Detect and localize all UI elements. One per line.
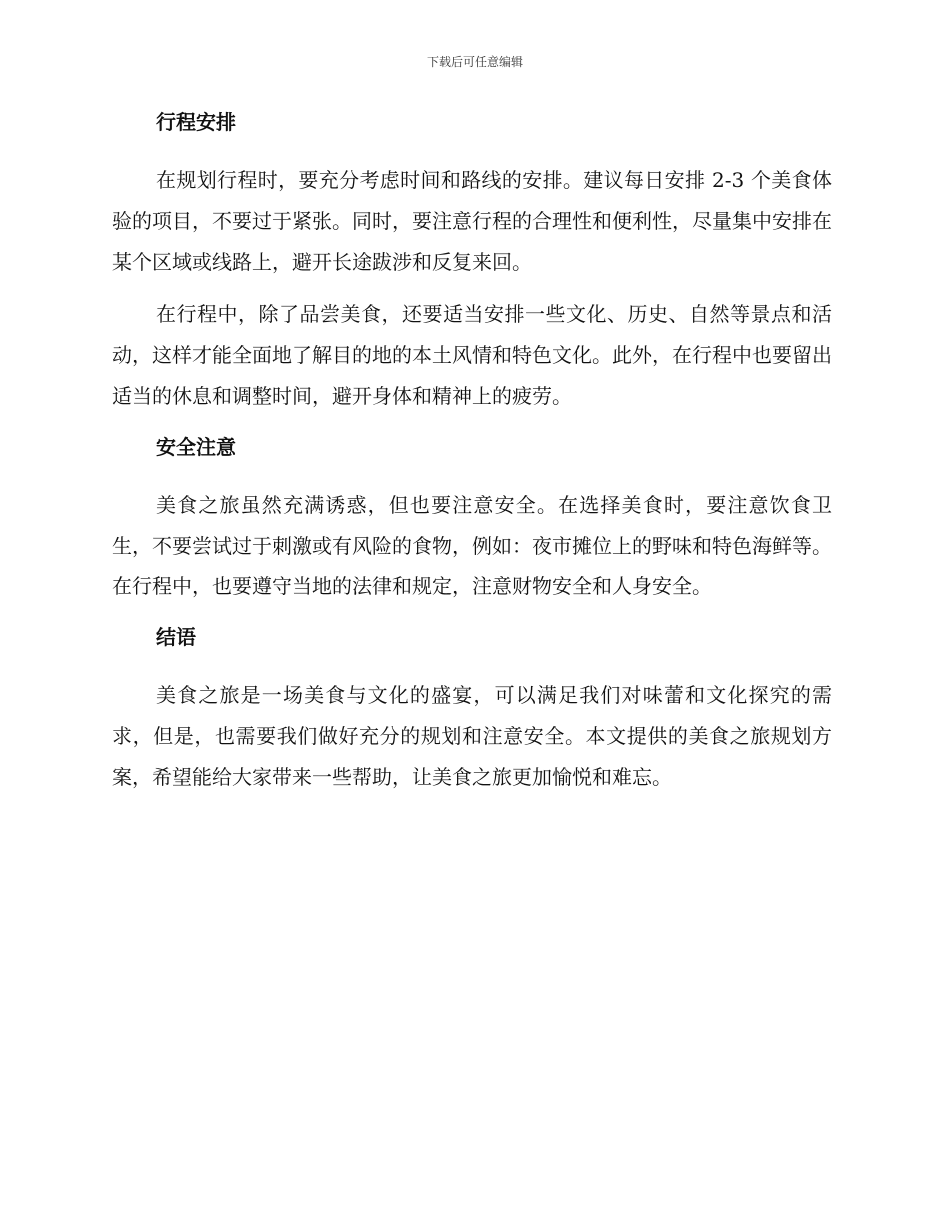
section-heading-conclusion: 结语: [156, 625, 196, 650]
document-body: [112, 108, 832, 798]
paragraph-safety-1: 美食之旅虽然充满诱惑，但也要注意安全。在选择美食时，要注意饮食卫生，不要尝试过于刺激或有风险的食物，例如：夜市摊位上的野味和特色海鲜等。在行程中，也要遵守当地的法律和规定，注意财物安全和人身安全。: [112, 492, 832, 599]
paragraph-conclusion-1: 美食之旅是一场美食与文化的盛宴，可以满足我们对味蕾和文化探究的需求，但是，也需要我们做好充分的规划和注意安全。本文提供的美食之旅规划方案，希望能给大家带来一些帮助，让美食之旅更加愉悦和难忘。: [112, 683, 832, 789]
paragraph-itinerary-1: 在规划行程时，要充分考虑时间和路线的安排。建议每日安排 2-3 个美食体验的项目，不要过于紧张。同时，要注意行程的合理性和便利性，尽量集中安排在某个区域或线路上，避开长途跋涉和反复来回。: [112, 168, 832, 274]
paragraph-itinerary-2: 在行程中，除了品尝美食，还要适当安排一些文化、历史、自然等景点和活动，这样才能全面地了解目的地的本土风情和特色文化。此外，在行程中也要留出适当的休息和调整时间，避开身体和精神上的疲劳。: [112, 302, 832, 408]
section-heading-itinerary: 行程安排: [156, 110, 236, 134]
section-heading-safety: 安全注意: [156, 434, 236, 459]
page-header: 下载后可任意编辑: [426, 55, 523, 69]
